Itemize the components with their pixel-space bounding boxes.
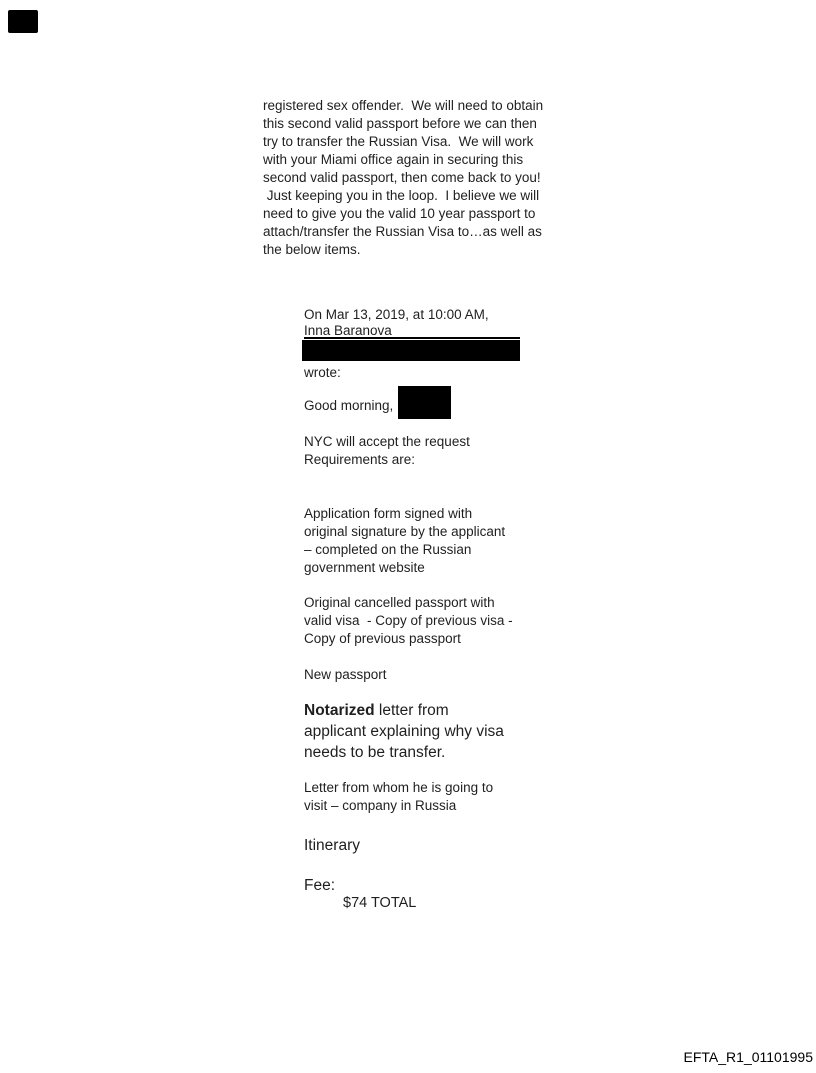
notarized-first-line-rest: letter from	[374, 702, 449, 719]
email-body-paragraph: registered sex offender. We will need to obtain this second valid passport before we can then try to transfer the Russian Visa. We will work with your Miami office again in securing this second valid passport, then come back to you! Just keeping you in the loop. I believe we will need to give you the valid 10 year passport to attach/transfer the Russian Visa to…as well as the below items.	[263, 98, 544, 257]
sender-contact-redaction-box	[302, 340, 520, 361]
fee-total: $74 TOTAL	[343, 895, 417, 911]
notarized-letter-item	[304, 700, 504, 763]
bates-number: EFTA_R1_01101995	[683, 1049, 813, 1065]
itinerary-item: Itinerary	[304, 837, 360, 854]
notarized-remaining-lines: applicant explaining why visa needs to be transfer.	[304, 723, 504, 761]
new-passport-item: New passport	[304, 667, 387, 682]
quote-sender-name: Inna Baranova	[304, 323, 520, 339]
wrote-label: wrote:	[304, 365, 341, 380]
cancelled-passport-item: Original cancelled passport with valid visa - Copy of previous visa - Copy of previous passport	[304, 595, 513, 646]
requirements-intro: NYC will accept the request Requirements are:	[304, 434, 470, 467]
fee-label: Fee:	[304, 877, 336, 894]
recipient-name-redaction-box	[398, 386, 451, 419]
notarized-bold-word: Notarized	[304, 702, 375, 719]
application-form-item: Application form signed with original signature by the applicant – completed on the Russian government website	[304, 506, 506, 575]
visit-letter-item: Letter from whom he is going to visit – company in Russia	[304, 780, 494, 813]
quote-date-line: On Mar 13, 2019, at 10:00 AM,	[304, 307, 489, 322]
notarized-first-line	[304, 700, 504, 721]
corner-redaction-mark	[8, 10, 38, 33]
greeting-line: Good morning,	[304, 398, 394, 413]
